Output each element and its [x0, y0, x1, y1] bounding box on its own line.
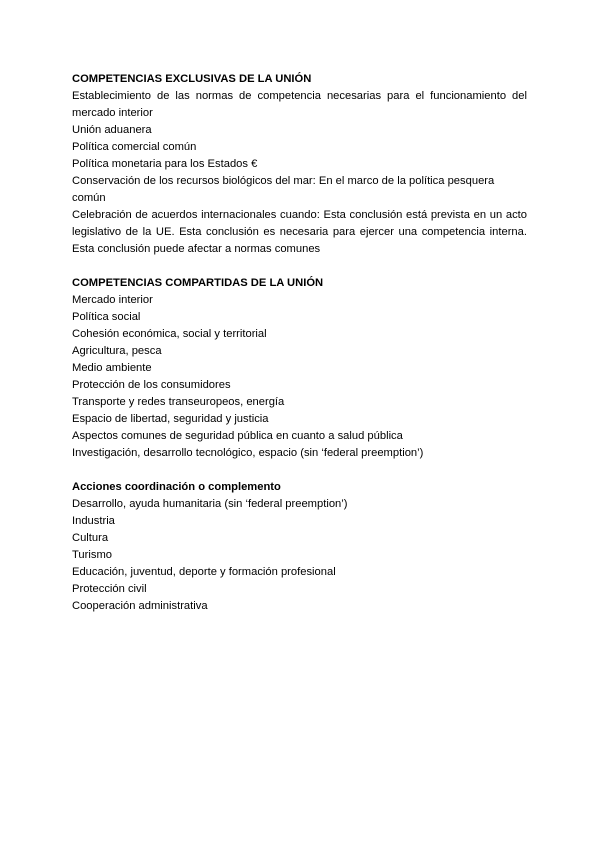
list-item: Investigación, desarrollo tecnológico, espacio (sin ‘federal preemption’)	[72, 447, 424, 459]
list-item: Conservación de los recursos biológicos del mar: En el marco de la política pesquera común	[72, 175, 495, 204]
section-exclusive-competences	[72, 71, 527, 258]
list-item: Cohesión económica, social y territorial	[72, 328, 267, 340]
list-item: Agricultura, pesca	[72, 345, 162, 357]
list-item: Mercado interior	[72, 294, 153, 306]
list-item: Cooperación administrativa	[72, 600, 208, 612]
list-item: Medio ambiente	[72, 362, 152, 374]
section-shared-competences	[72, 275, 527, 462]
section-heading: Acciones coordinación o complemento	[72, 481, 281, 493]
list-item: Transporte y redes transeuropeos, energía	[72, 396, 285, 408]
list-item: Protección de los consumidores	[72, 379, 231, 391]
list-item: Establecimiento de las normas de competencia necesarias para el funcionamiento del mercado interior	[72, 90, 527, 119]
list-item: Unión aduanera	[72, 124, 152, 136]
list-item: Política social	[72, 311, 141, 323]
section-heading: COMPETENCIAS EXCLUSIVAS DE LA UNIÓN	[72, 73, 312, 85]
list-item: Turismo	[72, 549, 112, 561]
list-item: Política comercial común	[72, 141, 197, 153]
list-item: Cultura	[72, 532, 109, 544]
list-item: Protección civil	[72, 583, 147, 595]
list-item: Aspectos comunes de seguridad pública en cuanto a salud pública	[72, 430, 403, 442]
section-heading: COMPETENCIAS COMPARTIDAS DE LA UNIÓN	[72, 277, 324, 289]
list-item: Espacio de libertad, seguridad y justicia	[72, 413, 269, 425]
document-page	[72, 71, 527, 632]
section-coordination-actions	[72, 479, 527, 615]
list-item: Desarrollo, ayuda humanitaria (sin ‘federal preemption’)	[72, 498, 348, 510]
list-item: Celebración de acuerdos internacionales cuando: Esta conclusión está prevista en un acto legislativo de la UE. Esta conclusión es necesaria para ejercer una competencia interna. Esta conclusión puede afectar a normas comunes	[72, 209, 527, 255]
list-item: Industria	[72, 515, 115, 527]
list-item: Educación, juventud, deporte y formación profesional	[72, 566, 336, 578]
list-item: Política monetaria para los Estados €	[72, 158, 258, 170]
